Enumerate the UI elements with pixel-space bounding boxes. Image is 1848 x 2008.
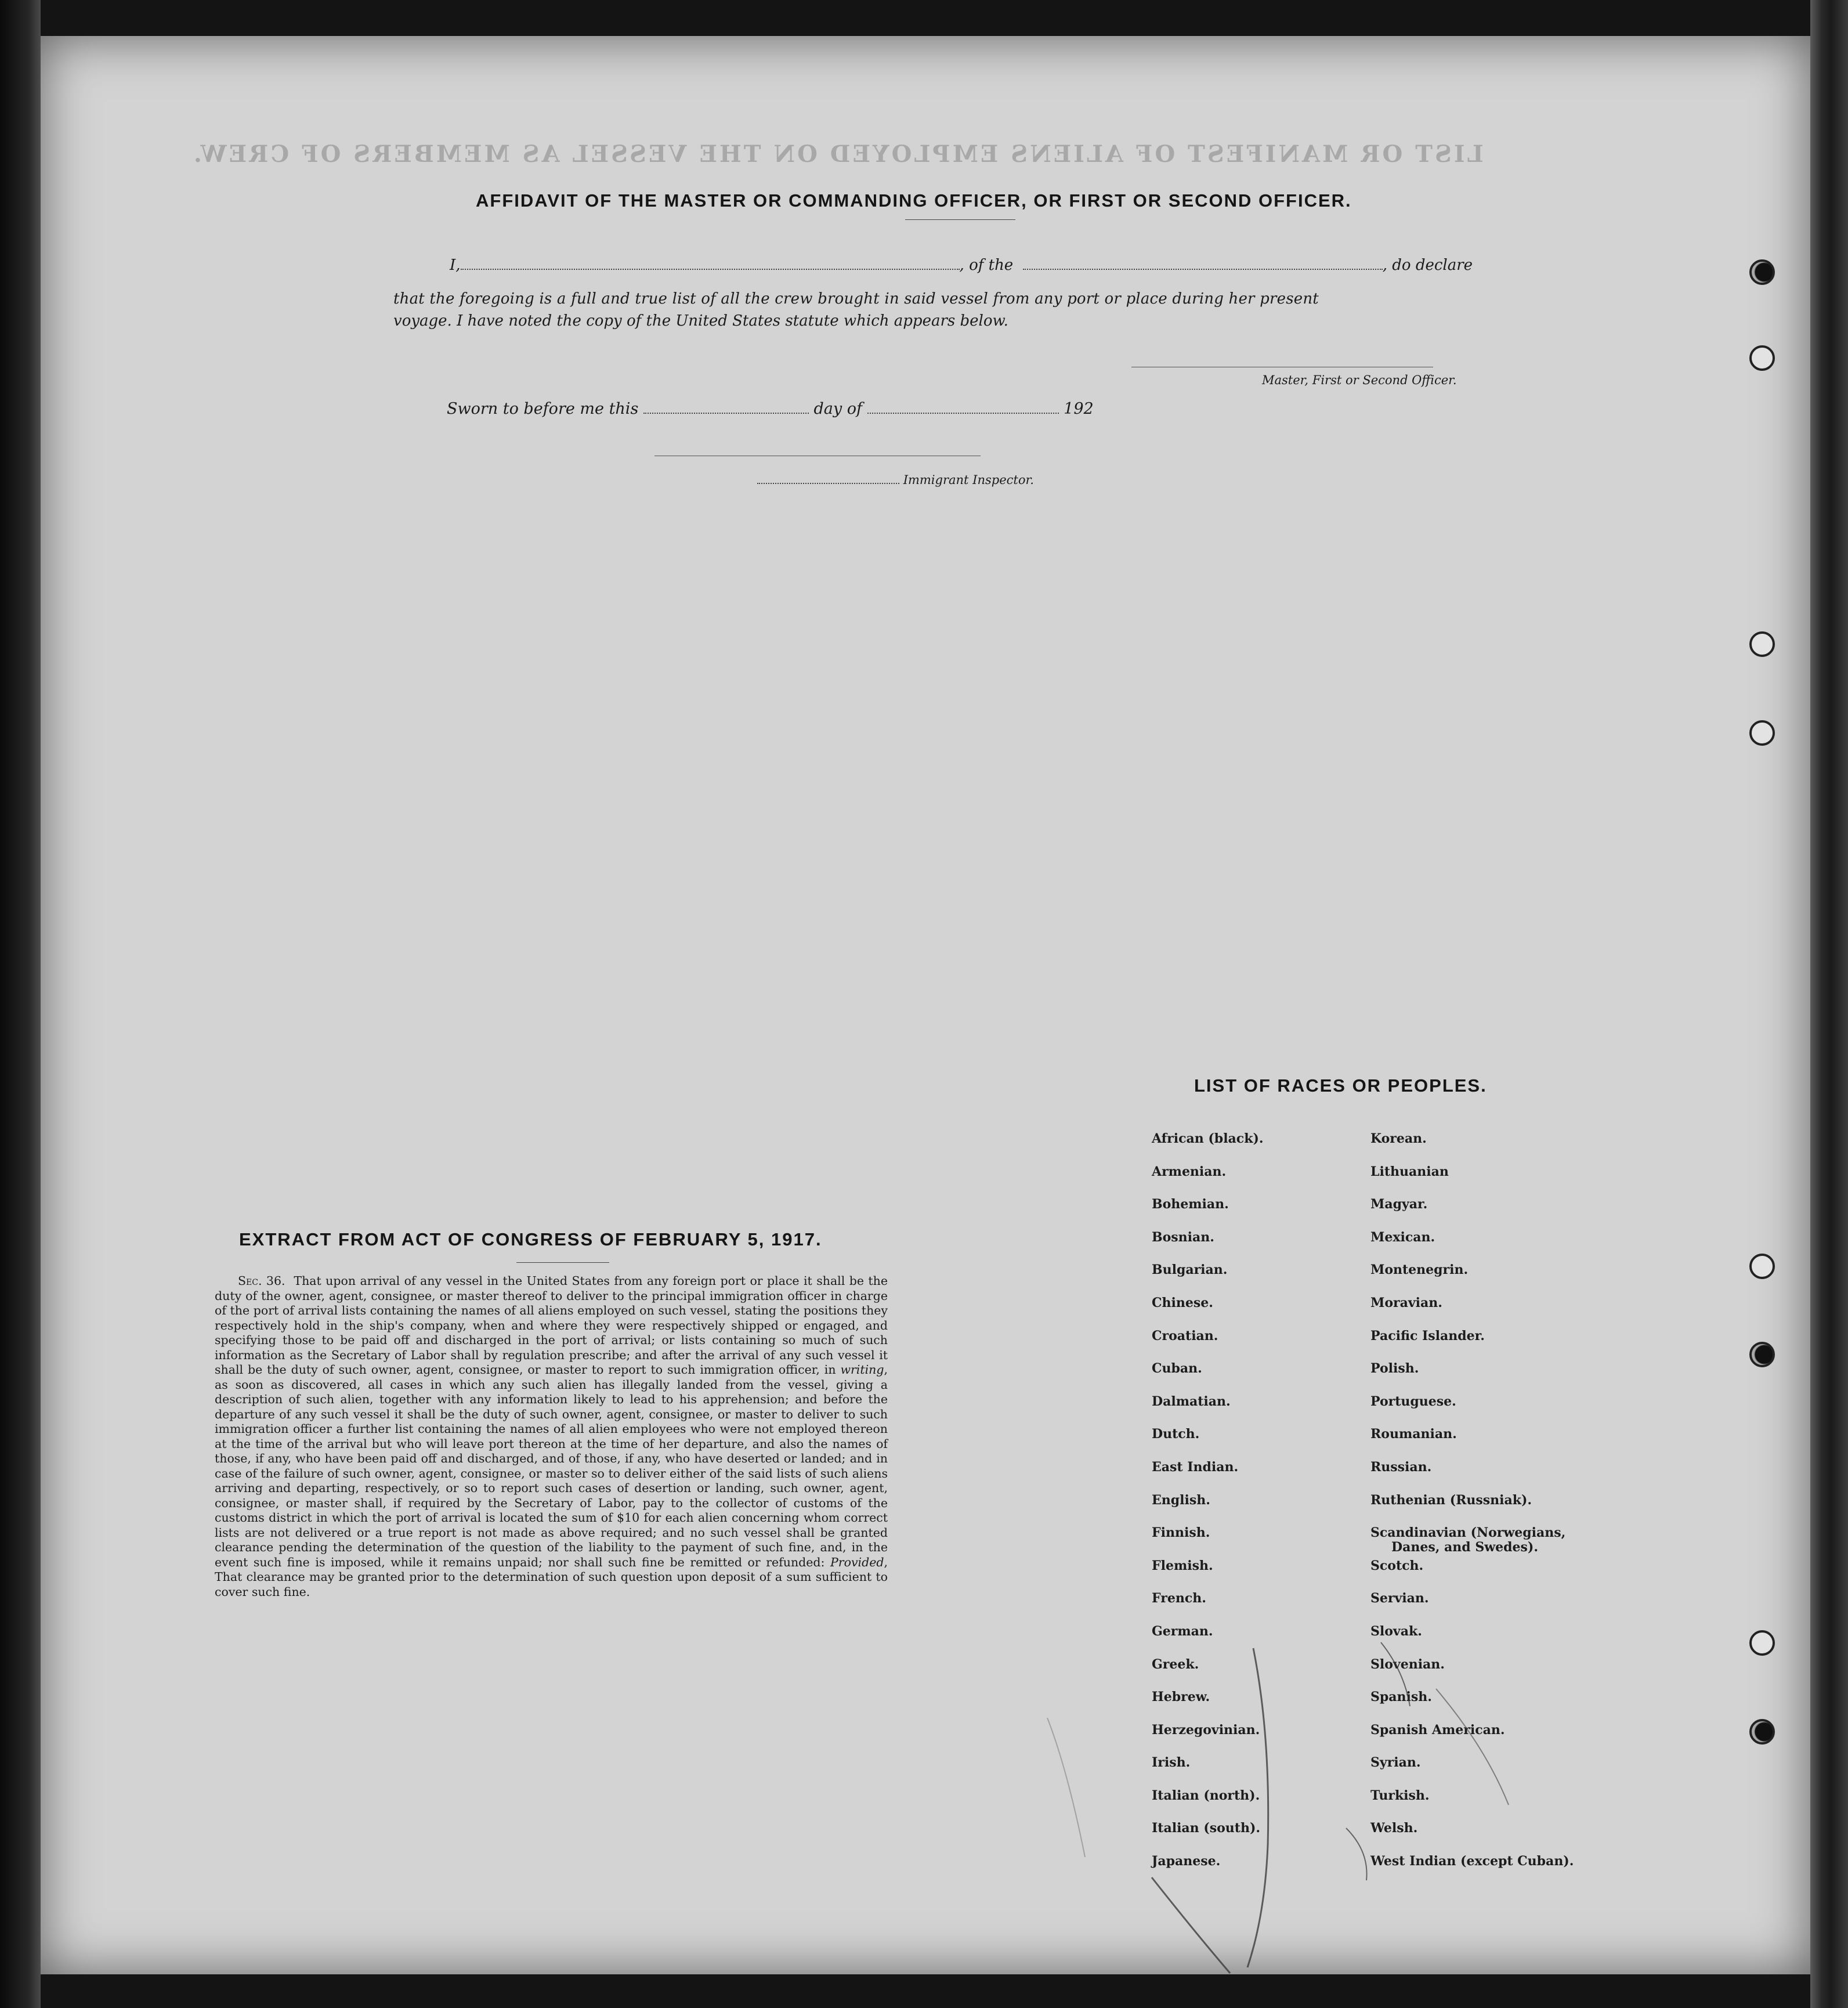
race-label: Montenegrin. bbox=[1370, 1262, 1469, 1278]
race-label: Pacific Islander. bbox=[1370, 1328, 1485, 1344]
race-item bbox=[1370, 1329, 1574, 1362]
race-label: Turkish. bbox=[1370, 1787, 1430, 1803]
binder-hole bbox=[1749, 1254, 1775, 1279]
race-label: Lithuanian bbox=[1370, 1164, 1449, 1179]
race-item bbox=[1370, 1296, 1574, 1329]
sworn-line bbox=[447, 400, 1094, 418]
race-item bbox=[1152, 1789, 1264, 1822]
race-item bbox=[1370, 1657, 1574, 1691]
race-label: Italian (north). bbox=[1152, 1787, 1260, 1803]
race-item bbox=[1152, 1165, 1264, 1198]
race-label: Portuguese. bbox=[1370, 1393, 1456, 1409]
race-label: Irish. bbox=[1152, 1755, 1191, 1771]
race-item bbox=[1152, 1230, 1264, 1263]
inspector-label: Immigrant Inspector. bbox=[903, 473, 1034, 487]
race-label: Dalmatian. bbox=[1152, 1393, 1231, 1409]
race-label: Italian (south). bbox=[1152, 1821, 1261, 1836]
race-label: Chinese. bbox=[1152, 1295, 1213, 1310]
binder-hole bbox=[1749, 631, 1775, 657]
race-label: Bosnian. bbox=[1152, 1229, 1214, 1245]
race-item bbox=[1152, 1460, 1264, 1493]
race-item bbox=[1152, 1493, 1264, 1526]
race-item bbox=[1370, 1723, 1574, 1756]
scan-left-border bbox=[0, 0, 41, 2008]
race-item bbox=[1152, 1821, 1264, 1854]
race-item bbox=[1370, 1230, 1574, 1263]
race-label: Syrian. bbox=[1370, 1755, 1421, 1771]
inspector-blank[interactable] bbox=[757, 483, 899, 484]
race-label: Slovak. bbox=[1370, 1623, 1422, 1639]
of-the-label: , of the bbox=[959, 257, 1014, 274]
extract-divider bbox=[516, 1262, 609, 1263]
race-label: Magyar. bbox=[1370, 1197, 1428, 1212]
race-item bbox=[1370, 1789, 1574, 1822]
race-label: English. bbox=[1152, 1492, 1210, 1508]
binder-hole bbox=[1749, 1630, 1775, 1656]
race-item bbox=[1370, 1690, 1574, 1723]
race-label: Spanish. bbox=[1370, 1689, 1432, 1705]
race-label: Armenian. bbox=[1152, 1164, 1227, 1179]
race-label: Mexican. bbox=[1370, 1229, 1435, 1245]
race-item bbox=[1370, 1361, 1574, 1395]
day-of-label: day of bbox=[813, 400, 862, 418]
race-item bbox=[1152, 1756, 1264, 1789]
race-label: Scandinavian (Norwegians, bbox=[1370, 1525, 1566, 1541]
race-item bbox=[1152, 1296, 1264, 1329]
statute-emphasis-provided: Provided bbox=[830, 1555, 884, 1569]
race-item bbox=[1152, 1263, 1264, 1296]
inspector-label-row bbox=[757, 473, 1034, 487]
race-label: Spanish American. bbox=[1370, 1722, 1505, 1738]
race-label: Moravian. bbox=[1370, 1295, 1442, 1310]
race-item bbox=[1152, 1559, 1264, 1592]
race-label: West Indian (except Cuban). bbox=[1370, 1854, 1574, 1869]
race-label: East Indian. bbox=[1152, 1459, 1239, 1475]
race-item bbox=[1370, 1591, 1574, 1624]
race-label: Bulgarian. bbox=[1152, 1262, 1228, 1278]
year-prefix: 192 bbox=[1064, 400, 1094, 418]
race-item bbox=[1370, 1526, 1574, 1559]
race-label: Dutch. bbox=[1152, 1426, 1200, 1442]
race-item bbox=[1152, 1624, 1264, 1657]
affidavit-text-line1: that the foregoing is a full and true list of all the crew brought in said vessel from any port or place during her present bbox=[393, 290, 1319, 308]
race-label: Scotch. bbox=[1370, 1558, 1424, 1573]
race-item bbox=[1152, 1526, 1264, 1559]
race-item bbox=[1370, 1821, 1574, 1854]
race-item bbox=[1370, 1197, 1574, 1230]
race-item bbox=[1152, 1854, 1264, 1887]
binder-hole bbox=[1749, 345, 1775, 371]
race-item bbox=[1370, 1624, 1574, 1657]
race-item bbox=[1370, 1756, 1574, 1789]
race-item bbox=[1370, 1165, 1574, 1198]
race-label-continuation: Danes, and Swedes). bbox=[1391, 1540, 1538, 1555]
binder-hole bbox=[1749, 720, 1775, 746]
scan-right-border bbox=[1810, 0, 1848, 2008]
day-blank[interactable] bbox=[643, 413, 809, 414]
race-item bbox=[1370, 1427, 1574, 1460]
race-label: Ruthenian (Russniak). bbox=[1370, 1492, 1532, 1508]
race-label: Flemish. bbox=[1152, 1558, 1213, 1573]
race-item bbox=[1152, 1132, 1264, 1165]
race-label: Finnish. bbox=[1152, 1525, 1210, 1541]
race-item bbox=[1370, 1132, 1574, 1165]
affidavit-text-line2: voyage. I have noted the copy of the United States statute which appears below. bbox=[393, 312, 1008, 330]
race-item bbox=[1152, 1723, 1264, 1756]
race-item bbox=[1370, 1493, 1574, 1526]
race-label: Herzegovinian. bbox=[1152, 1722, 1260, 1738]
race-label: Servian. bbox=[1370, 1591, 1429, 1606]
race-item bbox=[1152, 1329, 1264, 1362]
statute-body-1: That upon arrival of any vessel in the United States from any foreign port or place it shall be the duty of the owner, agent, consignee, or master thereof to deliver to the principal immigration officer in charge of the port of arrival lists containing the names of all aliens employed on such vessel, stating the positions they respectively hold in the ship's company, when and where they were respectively shipped or engaged, and specifying those to be paid off and discharged in the port of arrival; or lists containing so much of such information as the Secretary of Labor shall by regulation prescribe; and after the arrival of any such vessel it shall be the duty of such owner, agent, consignee, or master to report to such immigration officer, in bbox=[215, 1274, 888, 1377]
race-label: Japanese. bbox=[1152, 1854, 1221, 1869]
vessel-blank[interactable] bbox=[1023, 269, 1383, 270]
race-label: Roumanian. bbox=[1370, 1426, 1457, 1442]
binder-hole bbox=[1749, 1342, 1775, 1367]
bleed-through-header: LIST OR MANIFEST OF ALIENS EMPLOYED ON THE VESSEL AS MEMBERS OF CREW. bbox=[191, 140, 1484, 168]
i-label: I, bbox=[450, 257, 461, 274]
section-label: Sec. 36. bbox=[238, 1274, 285, 1288]
affidavit-title: AFFIDAVIT OF THE MASTER OR COMMANDING OFFICER, OR FIRST OR SECOND OFFICER. bbox=[476, 190, 1352, 211]
race-item bbox=[1370, 1460, 1574, 1493]
race-item bbox=[1370, 1395, 1574, 1428]
race-label: Cuban. bbox=[1152, 1361, 1202, 1377]
race-label: Greek. bbox=[1152, 1656, 1199, 1672]
statute-text bbox=[215, 1274, 888, 1599]
race-item bbox=[1152, 1361, 1264, 1395]
race-label: Bohemian. bbox=[1152, 1197, 1229, 1212]
signature-label: Master, First or Second Officer. bbox=[1262, 373, 1457, 387]
race-label: Croatian. bbox=[1152, 1328, 1218, 1344]
month-blank[interactable] bbox=[867, 413, 1059, 414]
races-column-1 bbox=[1152, 1132, 1264, 1887]
race-label: Welsh. bbox=[1370, 1821, 1418, 1836]
race-label: Polish. bbox=[1370, 1361, 1419, 1377]
name-blank[interactable] bbox=[461, 269, 960, 270]
race-label: Slovenian. bbox=[1370, 1656, 1445, 1672]
race-label: French. bbox=[1152, 1591, 1206, 1606]
races-title: LIST OF RACES OR PEOPLES. bbox=[1194, 1075, 1487, 1096]
race-item bbox=[1152, 1197, 1264, 1230]
extract-title: EXTRACT FROM ACT OF CONGRESS OF FEBRUARY 5, 1917. bbox=[239, 1229, 822, 1249]
races-column-2 bbox=[1370, 1132, 1574, 1887]
race-label: Russian. bbox=[1370, 1459, 1432, 1475]
binder-hole bbox=[1749, 1719, 1775, 1745]
race-item bbox=[1370, 1854, 1574, 1887]
race-item bbox=[1152, 1427, 1264, 1460]
race-item bbox=[1370, 1263, 1574, 1296]
race-item bbox=[1152, 1395, 1264, 1428]
race-label: Korean. bbox=[1370, 1131, 1427, 1146]
affidavit-line-declarant bbox=[450, 257, 1473, 274]
do-declare-label: , do declare bbox=[1382, 257, 1473, 274]
statute-body-3: , That clearance may be granted prior to the determination of such question upon deposit of a sum sufficient to cover such fine. bbox=[215, 1555, 888, 1599]
sworn-label: Sworn to before me this bbox=[447, 400, 639, 418]
statute-body-2: , as soon as discovered, all cases in which any such alien has illegally landed from the vessel, giving a description of such alien, together with any information likely to lead to his apprehension; and before the departure of any such vessel it shall be the duty of such owner, agent, consignee, or master to deliver to such immigration officer a further list containing the names of all alien employees who were not employed thereon at the time of the arrival but who will leave port thereon at the time of her departure, and also the names of those, if any, who have been paid off and discharged, and of those, if any, who have deserted or landed; and in case of the failure of such owner, agent, consignee, or master so to deliver either of the said lists of such aliens arriving and departing, respectively, or so to report such cases of desertion or landing, such owner, agent, consignee, or master shall, if required by the Secretary of Labor, pay to the collector of customs of the customs district in which the port of arrival is located the sum of $10 for each alien concerning whom correct lists are not delivered or a true report is not made as above required; and no such vessel shall be granted clearance pending the determination of the question of the liability to the payment of such fine, and, in the event such fine is imposed, while it remains unpaid; nor shall such fine be remitted or refunded: bbox=[215, 1363, 888, 1569]
title-divider bbox=[905, 219, 1015, 220]
race-item bbox=[1152, 1690, 1264, 1723]
binder-hole bbox=[1749, 259, 1775, 285]
race-label: Hebrew. bbox=[1152, 1689, 1210, 1705]
race-item bbox=[1370, 1559, 1574, 1592]
race-label: German. bbox=[1152, 1623, 1213, 1639]
race-item bbox=[1152, 1591, 1264, 1624]
race-label: African (black). bbox=[1152, 1131, 1264, 1146]
statute-emphasis-writing: writing bbox=[840, 1363, 884, 1377]
race-item bbox=[1152, 1657, 1264, 1691]
